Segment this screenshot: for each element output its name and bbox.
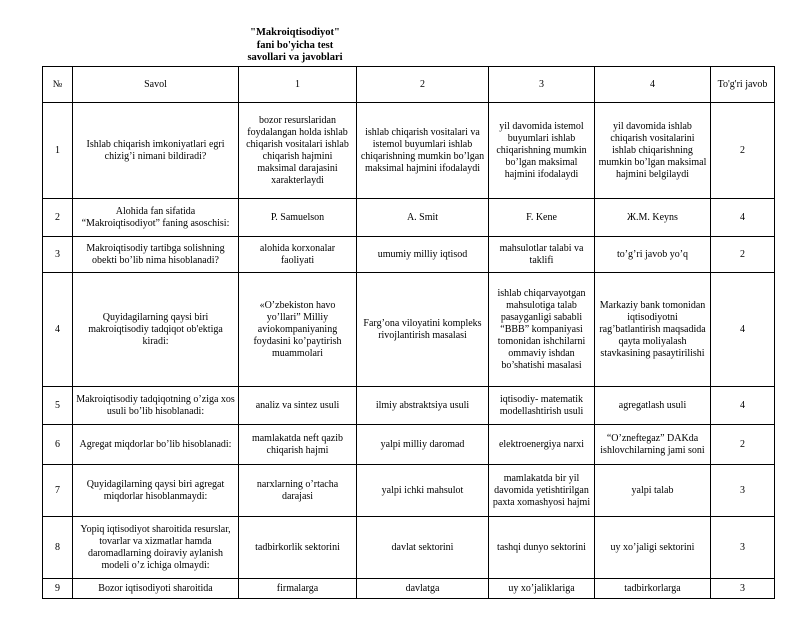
cell-correct-answer: 2 <box>711 425 775 465</box>
cell-question: Alohida fan sifatida “Makroiqtisodiyot” faning asoschisi: <box>73 199 239 237</box>
table-row <box>43 425 775 465</box>
cell-option-2: yalpi ichki mahsulot <box>357 465 489 517</box>
cell-option-2: A. Smit <box>357 199 489 237</box>
cell-question: Makroiqtisodiy tadqiqotning o’ziga xos usuli bo’lib hisoblanadi: <box>73 387 239 425</box>
cell-question: Quyidagilarning qaysi biri makroiqtisodiy tadqiqot ob'ektiga kiradi: <box>73 273 239 387</box>
cell-question: Agregat miqdorlar bo’lib hisoblanadi: <box>73 425 239 465</box>
cell-option-1: bozor resurslaridan foydalangan holda ishlab chiqarish vositalari ishlab chiqarish hajmini maksimal darajasini xarakterlaydi <box>239 103 357 199</box>
cell-option-4: Ж.М. Keyns <box>595 199 711 237</box>
cell-correct-answer: 3 <box>711 517 775 579</box>
header-option-1: 1 <box>239 67 357 103</box>
cell-option-3: uy xo’jaliklariga <box>489 579 595 599</box>
cell-option-4: agregatlash usuli <box>595 387 711 425</box>
cell-correct-answer: 3 <box>711 465 775 517</box>
cell-option-3: mamlakatda bir yil davomida yetishtirilgan paxta xomashyosi hajmi <box>489 465 595 517</box>
cell-option-4: tadbirkorlarga <box>595 579 711 599</box>
cell-number: 1 <box>43 103 73 199</box>
cell-option-1: narxlarning o’rtacha darajasi <box>239 465 357 517</box>
cell-option-2: davlat sektorini <box>357 517 489 579</box>
title-line-1: "Makroiqtisodiyot" <box>250 27 340 38</box>
cell-option-4: to’g’ri javob yo’q <box>595 237 711 273</box>
cell-option-4: uy xo’jaligi sektorini <box>595 517 711 579</box>
cell-question: Quyidagilarning qaysi biri agregat miqdorlar hisoblanmaydi: <box>73 465 239 517</box>
cell-number: 6 <box>43 425 73 465</box>
cell-option-2: yalpi milliy daromad <box>357 425 489 465</box>
document-title <box>236 27 354 65</box>
cell-option-2: davlatga <box>357 579 489 599</box>
header-question: Savol <box>73 67 239 103</box>
cell-question: Yopiq iqtisodiyot sharoitida resurslar, tovarlar va xizmatlar hamda daromadlarning doiraviy aylanish modeli o’z ichiga olmaydi: <box>73 517 239 579</box>
title-line-2: fani bo'yicha test <box>256 39 334 51</box>
cell-question: Makroiqtisodiy tartibga solishning obekti bo’lib nima hisoblanadi? <box>73 237 239 273</box>
cell-correct-answer: 4 <box>711 273 775 387</box>
cell-number: 9 <box>43 579 73 599</box>
cell-option-3: F. Kene <box>489 199 595 237</box>
table-body <box>43 103 775 599</box>
cell-option-1: alohida korxonalar faoliyati <box>239 237 357 273</box>
header-option-4: 4 <box>595 67 711 103</box>
cell-option-1: tadbirkorlik sektorini <box>239 517 357 579</box>
table-row <box>43 237 775 273</box>
cell-option-3: elektroenergiya narxi <box>489 425 595 465</box>
cell-option-2: ishlab chiqarish vositalari va istemol buyumlari ishlab chiqarishning mumkin bo’lgan maksimal hajmini ifodalaydi <box>357 103 489 199</box>
cell-option-4: yil davomida ishlab chiqarish vositalarini ishlab chiqarishning mumkin bo’lgan maksimal hajmini belgilaydi <box>595 103 711 199</box>
title-line-3: savollari va javoblari <box>247 52 343 63</box>
table-row <box>43 465 775 517</box>
cell-option-3: tashqi dunyo sektorini <box>489 517 595 579</box>
cell-number: 4 <box>43 273 73 387</box>
cell-question: Ishlab chiqarish imkoniyatlari egri chizig’i nimani bildiradi? <box>73 103 239 199</box>
cell-option-3: iqtisodiy- matematik modellashtirish usuli <box>489 387 595 425</box>
cell-correct-answer: 4 <box>711 199 775 237</box>
cell-option-3: ishlab chiqarvayotgan mahsulotiga talab pasayganligi sababli “BBB” kompaniyasi tomonidan ishchilarni ommaviy ishdan bo’shatishi masalasi <box>489 273 595 387</box>
cell-number: 8 <box>43 517 73 579</box>
cell-option-2: umumiy milliy iqtisod <box>357 237 489 273</box>
cell-option-2: Farg’ona viloyatini kompleks rivojlantirish masalasi <box>357 273 489 387</box>
questions-table <box>42 66 775 599</box>
cell-option-1: firmalarga <box>239 579 357 599</box>
cell-question: Bozor iqtisodiyoti sharoitida <box>73 579 239 599</box>
cell-correct-answer: 4 <box>711 387 775 425</box>
cell-option-4: Markaziy bank tomonidan iqtisodiyotni rag’batlantirish maqsadida qayta moliyalash stavkasining pasaytirilishi <box>595 273 711 387</box>
table-row <box>43 579 775 599</box>
table-row <box>43 273 775 387</box>
cell-option-1: P. Samuelson <box>239 199 357 237</box>
cell-correct-answer: 2 <box>711 237 775 273</box>
header-option-3: 3 <box>489 67 595 103</box>
cell-option-1: analiz va sintez usuli <box>239 387 357 425</box>
header-option-2: 2 <box>357 67 489 103</box>
header-correct-answer: To'g'ri javob <box>711 67 775 103</box>
cell-number: 2 <box>43 199 73 237</box>
cell-option-4: “O’zneftegaz” DAKda ishlovchilarning jami soni <box>595 425 711 465</box>
cell-number: 5 <box>43 387 73 425</box>
cell-correct-answer: 3 <box>711 579 775 599</box>
cell-option-1: mamlakatda neft qazib chiqarish hajmi <box>239 425 357 465</box>
cell-option-3: yil davomida istemol buyumlari ishlab chiqarishning mumkin bo’lgan maksimal hajmini ifodalaydi <box>489 103 595 199</box>
header-number: № <box>43 67 73 103</box>
table-row <box>43 387 775 425</box>
cell-option-3: mahsulotlar talabi va taklifi <box>489 237 595 273</box>
cell-number: 7 <box>43 465 73 517</box>
cell-option-2: ilmiy abstraktsiya usuli <box>357 387 489 425</box>
table-row <box>43 199 775 237</box>
cell-option-4: yalpi talab <box>595 465 711 517</box>
table-row <box>43 103 775 199</box>
cell-option-1: «O’zbekiston havo yo’llari” Milliy aviokompaniyaning foydasini ko’paytirish muammolari <box>239 273 357 387</box>
cell-correct-answer: 2 <box>711 103 775 199</box>
table-row <box>43 517 775 579</box>
table-header-row <box>43 67 775 103</box>
cell-number: 3 <box>43 237 73 273</box>
